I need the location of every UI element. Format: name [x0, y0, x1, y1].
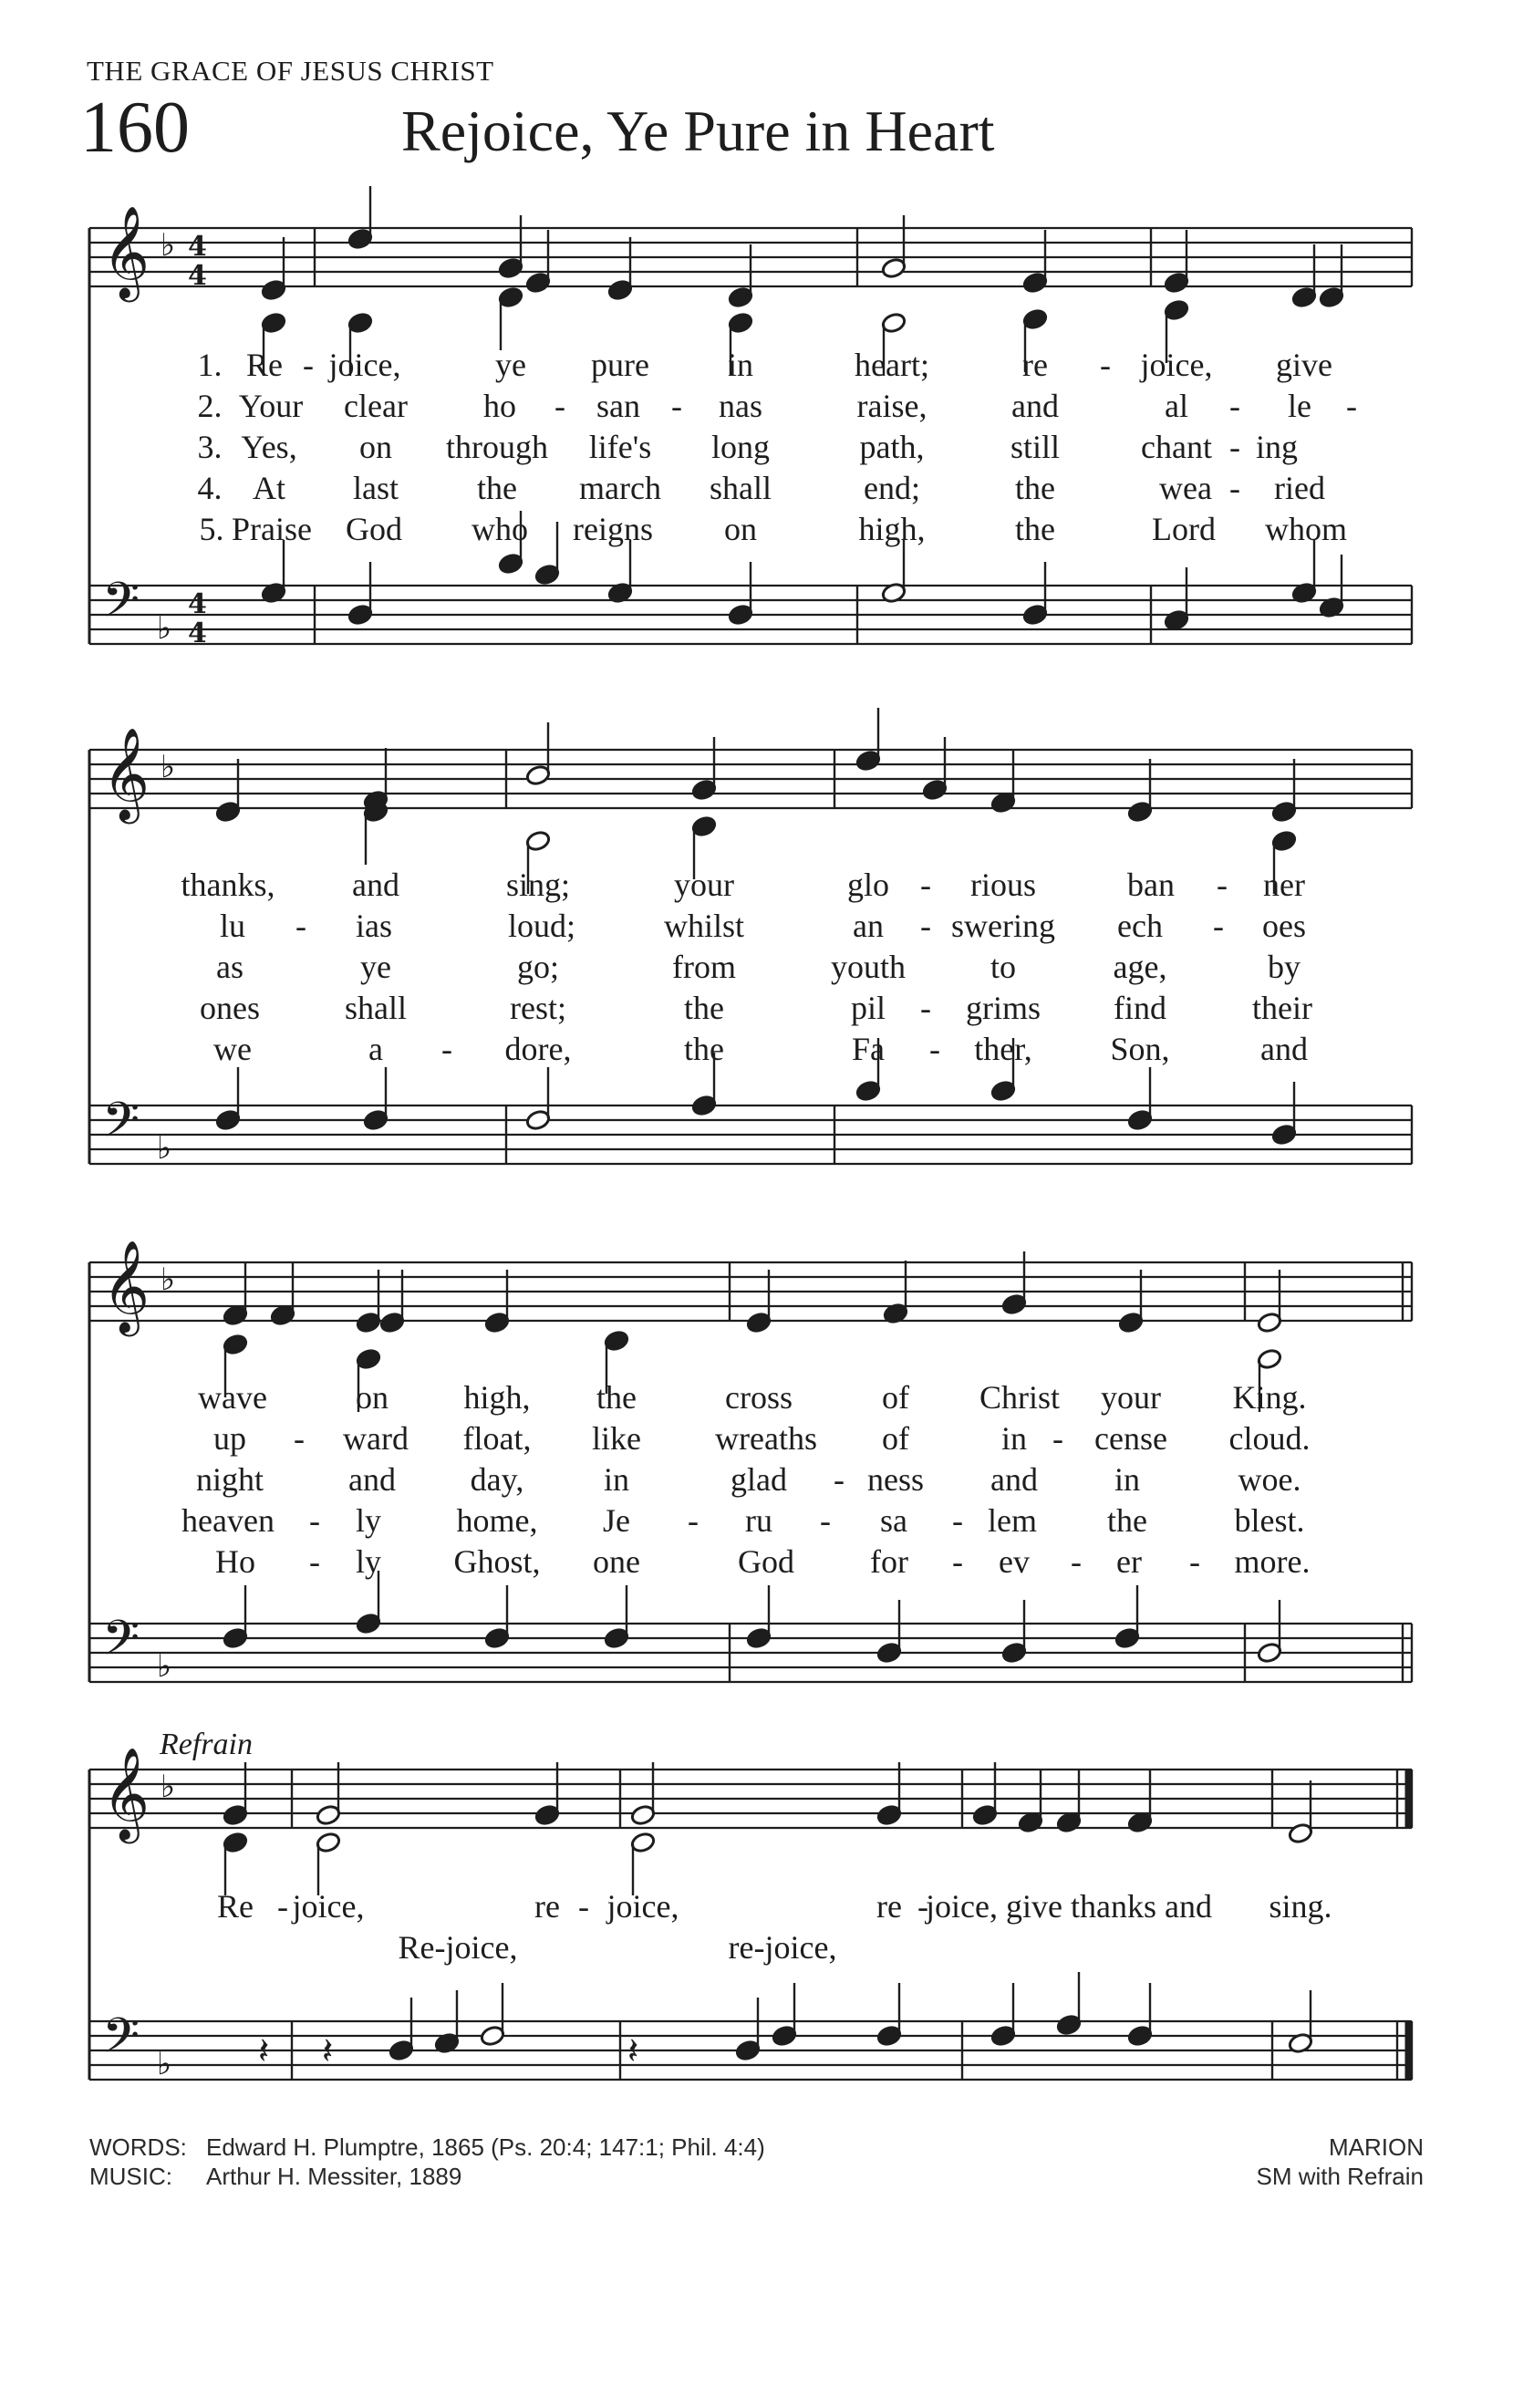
lyric-syllable: san — [596, 388, 640, 424]
lyric-syllable: - — [1100, 347, 1111, 383]
flat-icon: ♭ — [161, 1261, 176, 1298]
lyric-syllable: God — [346, 511, 402, 547]
lyric-syllable: night — [195, 1461, 264, 1498]
lyric-syllable: last — [353, 470, 399, 506]
lyric-syllable: ye — [360, 949, 391, 985]
credits-words-music — [89, 2133, 765, 2191]
flat-icon: ♭ — [161, 1769, 176, 1805]
lyric-verse-1-system-1 — [0, 345, 1513, 385]
music-credit: Arthur H. Messiter, 1889 — [206, 2163, 462, 2190]
lyric-syllable: an — [853, 908, 884, 944]
lyric-syllable: 1. — [197, 347, 223, 383]
lyric-syllable: high, — [858, 511, 926, 547]
lyric-syllable: re — [876, 1888, 902, 1925]
lyric-syllable: - — [303, 347, 314, 383]
lyric-syllable: loud; — [507, 908, 576, 944]
lyric-syllable: Re-joice, — [398, 1929, 518, 1966]
lyric-syllable: in — [1114, 1461, 1141, 1498]
lyric-syllable: like — [592, 1420, 641, 1457]
lyric-syllable: - — [295, 908, 306, 944]
lyric-syllable: give — [1276, 347, 1332, 383]
bass-clef-icon: 𝄢 — [102, 2008, 140, 2076]
lyric-syllable: lem — [988, 1502, 1037, 1539]
lyric-syllable: in — [603, 1461, 630, 1498]
bass-clef-icon: 𝄢 — [102, 573, 140, 640]
lyric-syllable: as — [216, 949, 244, 985]
lyric-syllable: - — [1229, 470, 1240, 506]
lyric-verse-1-system-3 — [0, 1377, 1513, 1417]
lyric-syllable: still — [1010, 429, 1061, 465]
bass-clef-icon: 𝄢 — [102, 1093, 140, 1160]
lyric-syllable: - — [688, 1502, 699, 1539]
lyric-syllable: and — [990, 1461, 1038, 1498]
lyric-syllable: joice, — [606, 1888, 679, 1925]
lyric-syllable: woe. — [1238, 1461, 1301, 1498]
lyric-syllable: - — [1217, 867, 1228, 903]
lyric-syllable: wave — [198, 1379, 267, 1416]
flat-icon: ♭ — [161, 227, 176, 264]
lyric-syllable: Yes, — [241, 429, 297, 465]
lyric-syllable: re — [1022, 347, 1048, 383]
lyric-syllable: ward — [343, 1420, 409, 1457]
lyric-syllable: grims — [965, 990, 1041, 1026]
lyric-verse-2-system-3 — [0, 1418, 1513, 1458]
lyric-verse-3-system-2 — [0, 947, 1513, 987]
lyric-syllable: on — [356, 1379, 389, 1416]
lyric-syllable: shall — [710, 470, 772, 506]
lyric-syllable: youth — [830, 949, 907, 985]
lyric-syllable: march — [579, 470, 661, 506]
lyric-syllable: a — [368, 1031, 383, 1067]
lyric-syllable: joice, — [328, 347, 401, 383]
lyric-syllable: - — [1229, 388, 1240, 424]
lyric-syllable: rious — [970, 867, 1036, 903]
lyric-syllable: er — [1116, 1543, 1142, 1580]
lyric-verse-5-system-3 — [0, 1541, 1513, 1582]
lyric-syllable: Christ — [979, 1379, 1061, 1416]
lyric-syllable: ech — [1117, 908, 1163, 944]
lyric-syllable: - — [294, 1420, 305, 1457]
lyric-syllable: - — [1213, 908, 1224, 944]
lyric-syllable: glad — [731, 1461, 787, 1498]
flat-icon: ♭ — [161, 749, 176, 785]
tune-name: MARION — [1329, 2133, 1424, 2161]
lyric-syllable: swering — [951, 908, 1055, 944]
lyric-syllable: ly — [355, 1543, 382, 1580]
lyric-syllable: the — [1015, 511, 1055, 547]
lyric-syllable: lu — [219, 908, 246, 944]
lyric-syllable: more. — [1234, 1543, 1311, 1580]
lyric-syllable: ther, — [974, 1031, 1032, 1067]
lyric-syllable: - — [820, 1502, 831, 1539]
lyric-syllable: we — [213, 1031, 252, 1067]
lyric-syllable: Re — [246, 347, 283, 383]
lyric-syllable: ly — [355, 1502, 382, 1539]
music-label: MUSIC: — [89, 2163, 172, 2190]
words-label: WORDS: — [89, 2133, 187, 2161]
lyric-syllable: le — [1288, 388, 1311, 424]
lyric-syllable: life's — [588, 429, 652, 465]
hymn-title: Rejoice, Ye Pure in Heart — [401, 99, 995, 163]
lyric-syllable: pil — [850, 990, 886, 1026]
lyric-syllable: from — [672, 949, 736, 985]
lyric-syllable: their — [1252, 990, 1312, 1026]
lyric-syllable: - — [1052, 1420, 1063, 1457]
quarter-rest-icon: 𝄽 — [322, 2030, 334, 2072]
lyric-syllable: in — [727, 347, 754, 383]
lyric-syllable: Son, — [1110, 1031, 1170, 1067]
lyric-verse-1-system-2 — [0, 865, 1513, 905]
lyric-syllable: and — [352, 867, 399, 903]
lyric-syllable: and — [1011, 388, 1059, 424]
lyric-syllable: - — [1229, 429, 1240, 465]
meter: SM with Refrain — [1256, 2163, 1424, 2190]
lyric-syllable: - — [578, 1888, 589, 1925]
lyric-syllable: Ho — [215, 1543, 255, 1580]
lyric-syllable: the — [684, 990, 724, 1026]
lyric-syllable: - — [920, 990, 931, 1026]
lyric-syllable: sa — [880, 1502, 907, 1539]
lyric-syllable: path, — [859, 429, 925, 465]
lyric-syllable: wea — [1159, 470, 1212, 506]
lyric-verse-3-system-1 — [0, 427, 1513, 467]
treble-clef-icon: 𝄞 — [102, 726, 150, 820]
lyric-syllable: whilst — [663, 908, 745, 944]
lyric-syllable: nas — [719, 388, 762, 424]
lyric-syllable: the — [1015, 470, 1055, 506]
lyric-syllable: go; — [516, 949, 560, 985]
lyric-verse-5-system-1 — [0, 509, 1513, 549]
lyric-syllable: Your — [238, 388, 304, 424]
lyric-syllable: one — [593, 1543, 640, 1580]
lyric-syllable: to — [990, 949, 1017, 985]
flat-icon: ♭ — [157, 1648, 172, 1685]
lyric-verse-2-system-2 — [0, 906, 1513, 946]
lyric-syllable: At — [253, 470, 285, 506]
lyric-verse-2-system-1 — [0, 386, 1513, 426]
lyric-syllable: - — [834, 1461, 845, 1498]
treble-clef-icon: 𝄞 — [102, 204, 150, 298]
lyric-syllable: cross — [725, 1379, 793, 1416]
lyric-refrain-line-2 — [0, 1927, 1513, 1967]
lyric-syllable: Lord — [1152, 511, 1216, 547]
lyric-verse-5-system-2 — [0, 1029, 1513, 1069]
lyric-syllable: - — [952, 1543, 963, 1580]
lyric-syllable: the — [477, 470, 517, 506]
lyric-syllable: day, — [470, 1461, 524, 1498]
lyric-syllable: - — [920, 867, 931, 903]
lyric-syllable: sing; — [505, 867, 571, 903]
lyric-syllable: blest. — [1234, 1502, 1305, 1539]
lyric-syllable: your — [1101, 1379, 1161, 1416]
lyric-syllable: heart; — [855, 347, 929, 383]
lyric-syllable: ried — [1274, 470, 1325, 506]
lyric-syllable: Fa — [852, 1031, 885, 1067]
lyric-syllable: for — [870, 1543, 908, 1580]
lyric-syllable: ing — [1255, 429, 1299, 465]
lyric-syllable: the — [596, 1379, 637, 1416]
lyric-syllable: shall — [345, 990, 407, 1026]
treble-clef-icon: 𝄞 — [102, 1239, 150, 1333]
lyric-syllable: your — [674, 867, 734, 903]
lyric-syllable: reigns — [573, 511, 653, 547]
quarter-rest-icon: 𝄽 — [258, 2030, 270, 2072]
lyric-syllable: - — [309, 1543, 320, 1580]
lyric-syllable: and — [1260, 1031, 1308, 1067]
lyric-syllable: home, — [456, 1502, 538, 1539]
credits-tune — [1257, 2133, 1425, 2191]
lyric-syllable: - — [929, 1031, 940, 1067]
lyric-syllable: - — [1189, 1543, 1200, 1580]
time-signature-4: 4 — [188, 588, 207, 620]
lyric-syllable: raise, — [856, 388, 927, 424]
lyric-syllable: God — [738, 1543, 794, 1580]
lyric-syllable: heaven — [181, 1502, 275, 1539]
lyric-syllable: the — [1107, 1502, 1147, 1539]
lyric-syllable: joice, — [1140, 347, 1213, 383]
lyric-syllable: - — [1071, 1543, 1082, 1580]
lyric-syllable: joice, — [292, 1888, 365, 1925]
lyric-syllable: ner — [1263, 867, 1305, 903]
lyric-syllable: ye — [495, 347, 526, 383]
lyric-syllable: thanks, — [181, 867, 275, 903]
lyric-verse-4-system-2 — [0, 988, 1513, 1028]
lyric-syllable: in — [1000, 1420, 1028, 1457]
lyric-syllable: ness — [867, 1461, 924, 1498]
lyric-syllable: Ghost, — [453, 1543, 541, 1580]
lyric-syllable: - — [952, 1502, 963, 1539]
lyric-syllable: - — [671, 388, 682, 424]
lyric-syllable: by — [1268, 949, 1301, 985]
lyric-syllable: 3. — [197, 429, 223, 465]
hymn-number: 160 — [80, 88, 190, 168]
lyric-syllable: al — [1165, 388, 1188, 424]
quarter-rest-icon: 𝄽 — [627, 2030, 639, 2072]
lyric-syllable: - — [277, 1888, 288, 1925]
time-signature-4: 4 — [188, 260, 207, 292]
lyric-syllable: cloud. — [1228, 1420, 1311, 1457]
lyric-syllable: Re — [217, 1888, 254, 1925]
lyric-syllable: ias — [356, 908, 392, 944]
lyric-syllable: - — [1346, 388, 1357, 424]
lyric-syllable: whom — [1265, 511, 1347, 547]
time-signature-4: 4 — [188, 231, 207, 263]
lyric-syllable: 4. — [197, 470, 223, 506]
lyric-syllable: on — [359, 429, 392, 465]
lyric-syllable: pure — [591, 347, 649, 383]
lyric-refrain-line-1 — [0, 1886, 1513, 1926]
treble-clef-icon: 𝄞 — [102, 1746, 150, 1840]
lyric-syllable: Je — [603, 1502, 630, 1539]
lyric-syllable: up — [213, 1420, 246, 1457]
lyric-syllable: ru — [745, 1502, 772, 1539]
lyric-syllable: ev — [999, 1543, 1030, 1580]
lyric-syllable: re-joice, — [728, 1929, 837, 1966]
lyric-syllable: end; — [864, 470, 920, 506]
lyric-verse-4-system-3 — [0, 1500, 1513, 1541]
lyric-syllable: high, — [463, 1379, 531, 1416]
lyric-syllable: ho — [483, 388, 516, 424]
lyric-syllable: glo — [846, 867, 890, 903]
lyric-verse-3-system-3 — [0, 1459, 1513, 1500]
lyric-syllable: King. — [1232, 1379, 1307, 1416]
lyric-syllable: through — [446, 429, 548, 465]
bass-clef-icon: 𝄢 — [102, 1611, 140, 1678]
lyric-syllable: age, — [1113, 949, 1167, 985]
refrain-label: Refrain — [160, 1728, 253, 1761]
words-credit: Edward H. Plumptre, 1865 (Ps. 20:4; 147:1; Phil. 4:4) — [206, 2133, 765, 2161]
lyric-syllable: float, — [462, 1420, 532, 1457]
lyric-syllable: 2. — [197, 388, 223, 424]
lyric-syllable: the — [684, 1031, 724, 1067]
flat-icon: ♭ — [157, 1130, 172, 1167]
lyric-syllable: clear — [344, 388, 408, 424]
lyric-syllable: who — [472, 511, 528, 547]
lyric-verse-4-system-1 — [0, 468, 1513, 508]
time-signature-4: 4 — [188, 618, 207, 649]
lyric-syllable: sing. — [1269, 1888, 1332, 1925]
lyric-syllable: - — [309, 1502, 320, 1539]
lyric-syllable: find — [1114, 990, 1166, 1026]
lyric-syllable: of — [882, 1379, 909, 1416]
flat-icon: ♭ — [157, 610, 172, 647]
lyric-syllable: - — [920, 908, 931, 944]
lyric-syllable: 5. — [199, 511, 224, 547]
lyric-syllable: ones — [200, 990, 260, 1026]
lyric-syllable: ban — [1127, 867, 1175, 903]
lyric-syllable: chant — [1141, 429, 1212, 465]
flat-icon: ♭ — [157, 2046, 172, 2082]
lyric-syllable: on — [724, 511, 757, 547]
lyric-syllable: dore, — [504, 1031, 572, 1067]
lyric-syllable: - — [554, 388, 565, 424]
lyric-syllable: cense — [1094, 1420, 1167, 1457]
section-title: THE GRACE OF JESUS CHRIST — [87, 55, 494, 87]
lyric-syllable: joice, give thanks and — [926, 1888, 1212, 1925]
lyric-syllable: rest; — [510, 990, 566, 1026]
lyric-syllable: - — [917, 1888, 928, 1925]
lyric-syllable: - — [441, 1031, 452, 1067]
lyric-syllable: oes — [1262, 908, 1306, 944]
lyric-syllable: wreaths — [715, 1420, 817, 1457]
lyric-syllable: long — [710, 429, 771, 465]
lyric-syllable: and — [348, 1461, 396, 1498]
lyric-syllable: of — [882, 1420, 909, 1457]
lyric-syllable: re — [534, 1888, 560, 1925]
lyric-syllable: Praise — [232, 511, 312, 547]
